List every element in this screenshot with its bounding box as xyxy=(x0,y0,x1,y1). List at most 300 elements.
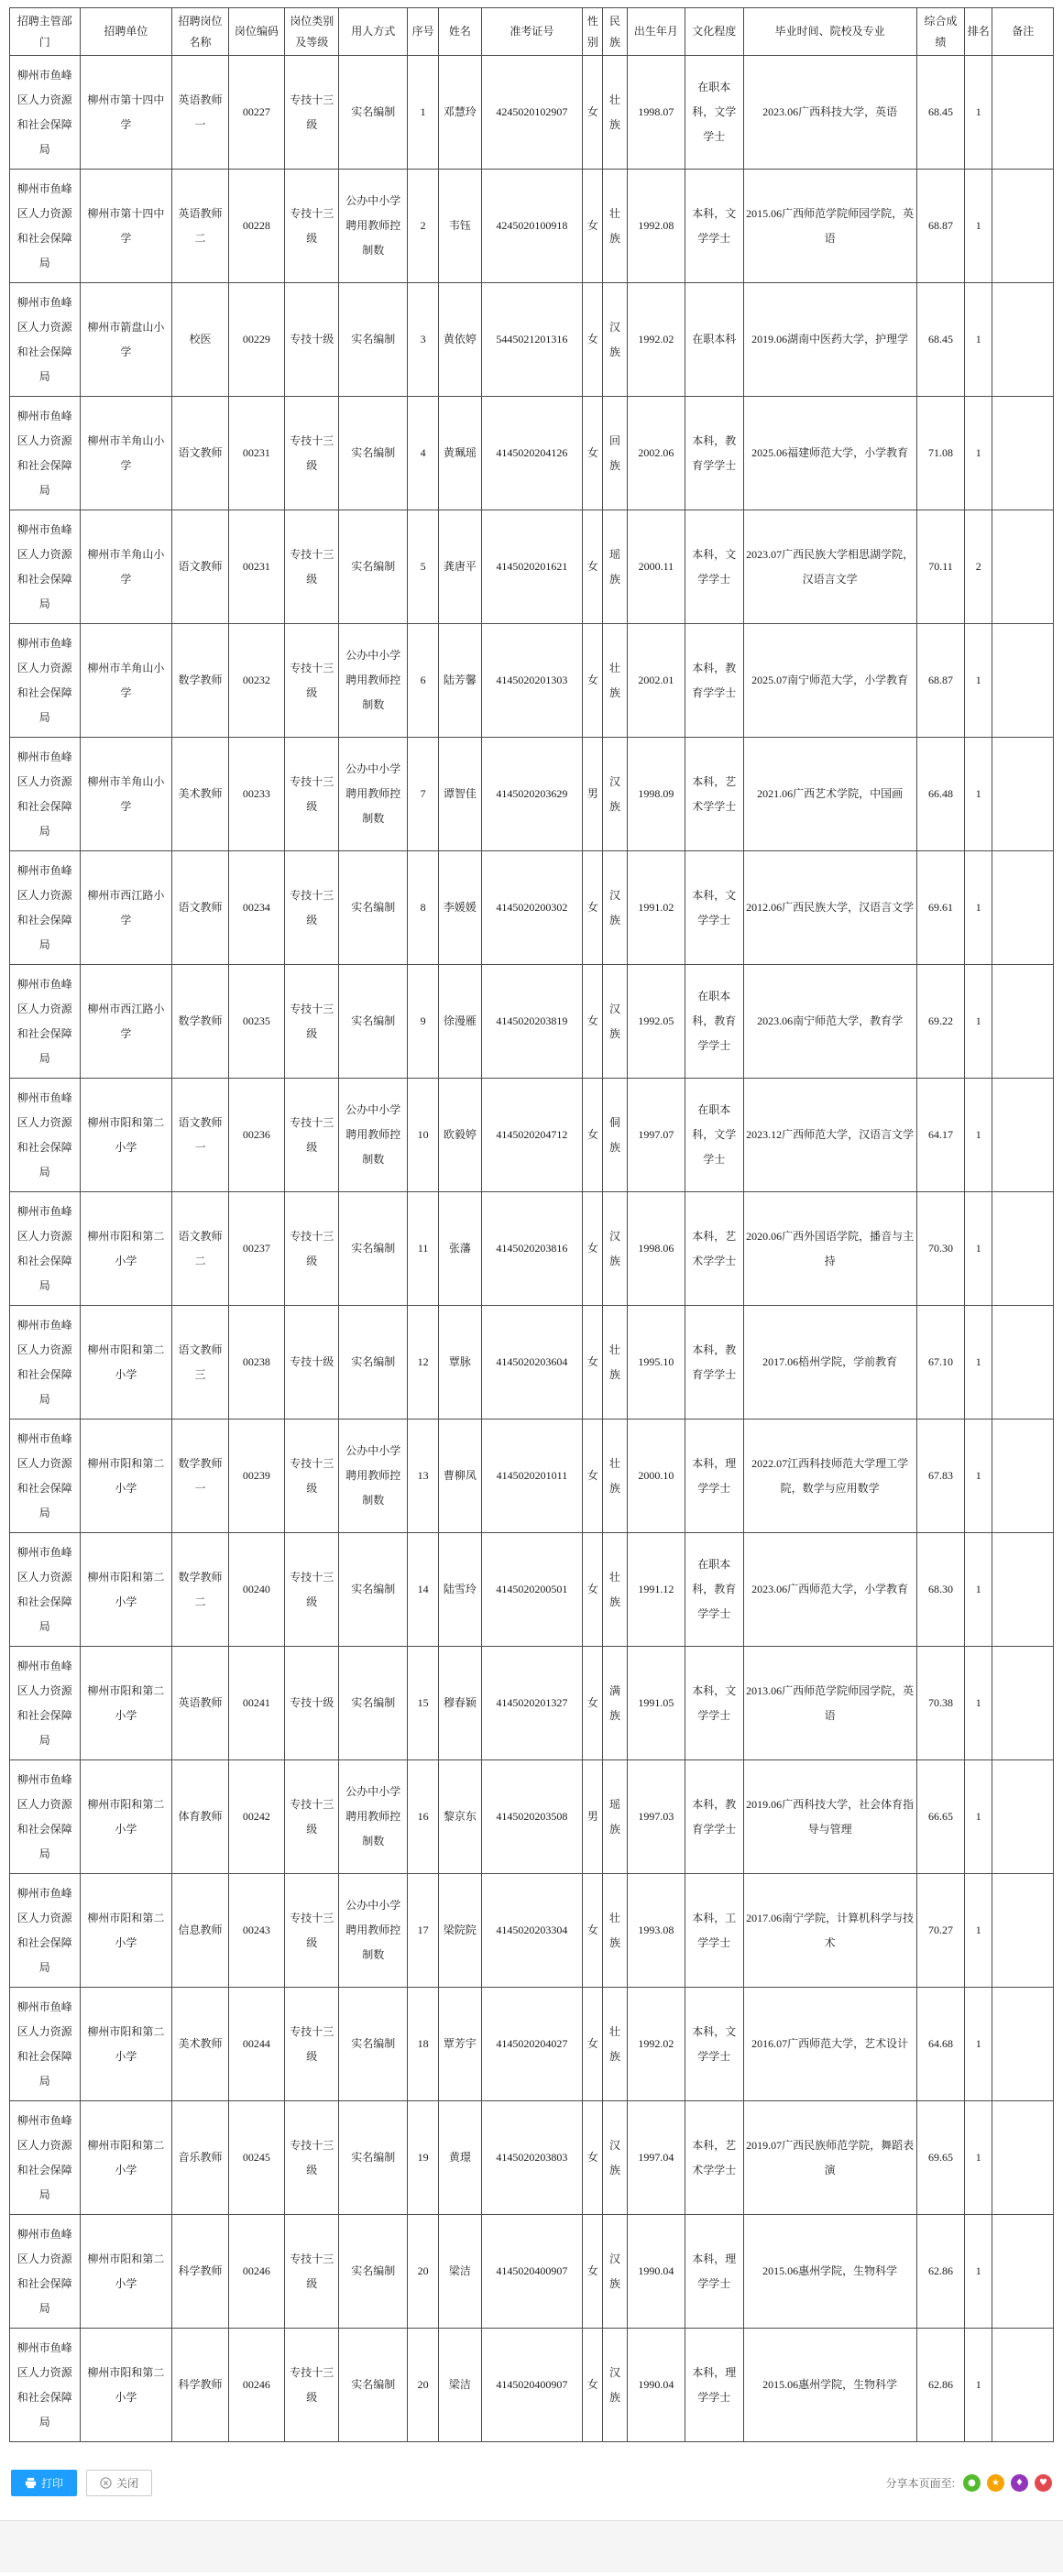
cell-category-level: 专技十三级 xyxy=(285,1533,339,1647)
cell-graduation: 2021.06广西艺术学院，中国画 xyxy=(743,738,916,851)
cell-score: 69.22 xyxy=(916,965,964,1079)
cell-name: 梁洁 xyxy=(439,2329,481,2442)
cell-rank: 1 xyxy=(965,1874,992,1988)
cell-position: 语文教师 xyxy=(172,397,228,510)
cell-birth-date: 1991.12 xyxy=(627,1533,685,1647)
cell-seq-no: 12 xyxy=(408,1306,439,1420)
cell-rank: 1 xyxy=(965,1306,992,1420)
cell-gender: 女 xyxy=(583,510,603,624)
cell-graduation: 2015.06惠州学院，生物科学 xyxy=(743,2215,916,2329)
table-body xyxy=(10,56,1054,2442)
cell-position: 美术教师 xyxy=(172,738,228,851)
cell-category-level: 专技十三级 xyxy=(285,56,339,170)
cell-birth-date: 2000.10 xyxy=(627,1420,685,1533)
cell-employment-type: 公办中小学聘用教师控制数 xyxy=(339,738,408,851)
cell-remark xyxy=(992,738,1054,851)
cell-employment-type: 公办中小学聘用教师控制数 xyxy=(339,1874,408,1988)
cell-seq-no: 18 xyxy=(408,1988,439,2101)
cell-employment-type: 实名编制 xyxy=(339,283,408,397)
cell-score: 70.30 xyxy=(916,1192,964,1306)
cell-ethnicity: 壮族 xyxy=(603,56,627,170)
cell-score: 62.86 xyxy=(916,2215,964,2329)
cell-department: 柳州市鱼峰区人力资源和社会保障局 xyxy=(10,1192,81,1306)
cell-rank: 1 xyxy=(965,1192,992,1306)
cell-gender: 女 xyxy=(583,2215,603,2329)
cell-name: 李媛媛 xyxy=(439,851,481,965)
cell-ethnicity: 壮族 xyxy=(603,1533,627,1647)
cell-position: 科学教师 xyxy=(172,2329,228,2442)
cell-employer: 柳州市阳和第二小学 xyxy=(80,1760,172,1874)
cell-birth-date: 1992.02 xyxy=(627,1988,685,2101)
printer-icon xyxy=(25,2477,37,2489)
cell-ethnicity: 满族 xyxy=(603,1647,627,1760)
footer-actions xyxy=(11,2470,152,2496)
cell-education: 本科，教育学学士 xyxy=(685,1760,743,1874)
cell-position-code: 00229 xyxy=(228,283,284,397)
cell-remark xyxy=(992,397,1054,510)
cell-name: 黄珮瑶 xyxy=(439,397,481,510)
cell-graduation: 2025.06福建师范大学，小学教育 xyxy=(743,397,916,510)
cell-department: 柳州市鱼峰区人力资源和社会保障局 xyxy=(10,510,81,624)
cell-position: 美术教师 xyxy=(172,1988,228,2101)
cell-ticket-no: 4145020203304 xyxy=(481,1874,583,1988)
cell-gender: 女 xyxy=(583,1192,603,1306)
cell-ethnicity: 汉族 xyxy=(603,2215,627,2329)
cell-seq-no: 8 xyxy=(408,851,439,965)
column-header: 序号 xyxy=(408,8,439,56)
cell-ticket-no: 4145020204027 xyxy=(481,1988,583,2101)
cell-graduation: 2023.06广西师范大学，小学教育 xyxy=(743,1533,916,1647)
cell-category-level: 专技十三级 xyxy=(285,1988,339,2101)
share-icon[interactable]: ♥ xyxy=(1035,2474,1052,2492)
column-header: 招聘单位 xyxy=(80,8,172,56)
cell-name: 覃脉 xyxy=(439,1306,481,1420)
cell-gender: 女 xyxy=(583,1533,603,1647)
cell-employment-type: 实名编制 xyxy=(339,851,408,965)
cell-employer: 柳州市西江路小学 xyxy=(80,851,172,965)
cell-position: 语文教师二 xyxy=(172,1192,228,1306)
cell-score: 69.61 xyxy=(916,851,964,965)
cell-rank: 1 xyxy=(965,1760,992,1874)
cell-ticket-no: 4145020200501 xyxy=(481,1533,583,1647)
cell-rank: 1 xyxy=(965,283,992,397)
cell-position-code: 00233 xyxy=(228,738,284,851)
cell-employer: 柳州市阳和第二小学 xyxy=(80,1533,172,1647)
cell-position: 语文教师 xyxy=(172,510,228,624)
cell-rank: 1 xyxy=(965,965,992,1079)
share-icon[interactable]: ★ xyxy=(987,2474,1004,2492)
cell-birth-date: 2000.11 xyxy=(627,510,685,624)
cell-gender: 女 xyxy=(583,1647,603,1760)
table-row xyxy=(10,738,1054,851)
cell-department: 柳州市鱼峰区人力资源和社会保障局 xyxy=(10,56,81,170)
cell-name: 欧毅婷 xyxy=(439,1079,481,1192)
cell-education: 本科，文学学士 xyxy=(685,170,743,283)
table-row xyxy=(10,2101,1054,2215)
cell-ticket-no: 4145020203803 xyxy=(481,2101,583,2215)
table-row xyxy=(10,397,1054,510)
cell-ticket-no: 4145020203629 xyxy=(481,738,583,851)
cell-score: 69.65 xyxy=(916,2101,964,2215)
cell-department: 柳州市鱼峰区人力资源和社会保障局 xyxy=(10,2329,81,2442)
cell-department: 柳州市鱼峰区人力资源和社会保障局 xyxy=(10,170,81,283)
cell-education: 本科，教育学学士 xyxy=(685,397,743,510)
cell-ethnicity: 汉族 xyxy=(603,851,627,965)
cell-rank: 1 xyxy=(965,738,992,851)
cell-remark xyxy=(992,965,1054,1079)
close-button[interactable] xyxy=(86,2470,152,2496)
cell-rank: 1 xyxy=(965,170,992,283)
cell-position-code: 00234 xyxy=(228,851,284,965)
cell-education: 本科，理学学士 xyxy=(685,2215,743,2329)
cell-remark xyxy=(992,170,1054,283)
cell-education: 本科，艺术学学士 xyxy=(685,2101,743,2215)
cell-education: 在职本科，教育学学士 xyxy=(685,1533,743,1647)
cell-education: 本科，文学学士 xyxy=(685,851,743,965)
cell-category-level: 专技十三级 xyxy=(285,170,339,283)
table-row xyxy=(10,1988,1054,2101)
cell-name: 梁洁 xyxy=(439,2215,481,2329)
cell-category-level: 专技十三级 xyxy=(285,1420,339,1533)
cell-birth-date: 1991.02 xyxy=(627,851,685,965)
cell-position-code: 00231 xyxy=(228,397,284,510)
share-bar xyxy=(886,2474,1052,2492)
cell-name: 韦钰 xyxy=(439,170,481,283)
cell-category-level: 专技十级 xyxy=(285,1647,339,1760)
table-row xyxy=(10,851,1054,965)
share-icon[interactable]: ♦ xyxy=(1011,2474,1028,2492)
column-header: 岗位编码 xyxy=(228,8,284,56)
cell-remark xyxy=(992,283,1054,397)
cell-birth-date: 1992.08 xyxy=(627,170,685,283)
cell-remark xyxy=(992,2215,1054,2329)
cell-gender: 女 xyxy=(583,2329,603,2442)
cell-employment-type: 实名编制 xyxy=(339,510,408,624)
cell-category-level: 专技十级 xyxy=(285,1306,339,1420)
cell-ticket-no: 5445021201316 xyxy=(481,283,583,397)
cell-education: 本科，文学学士 xyxy=(685,1988,743,2101)
cell-rank: 1 xyxy=(965,56,992,170)
cell-gender: 女 xyxy=(583,1988,603,2101)
cell-name: 龚唐平 xyxy=(439,510,481,624)
cell-gender: 女 xyxy=(583,283,603,397)
cell-ethnicity: 汉族 xyxy=(603,2101,627,2215)
cell-position-code: 00236 xyxy=(228,1079,284,1192)
cell-department: 柳州市鱼峰区人力资源和社会保障局 xyxy=(10,965,81,1079)
column-header: 排名 xyxy=(965,8,992,56)
cell-remark xyxy=(992,624,1054,738)
cell-employer: 柳州市阳和第二小学 xyxy=(80,1647,172,1760)
column-header: 招聘岗位名称 xyxy=(172,8,228,56)
cell-seq-no: 7 xyxy=(408,738,439,851)
column-header: 性别 xyxy=(583,8,603,56)
cell-employer: 柳州市阳和第二小学 xyxy=(80,1192,172,1306)
cell-ticket-no: 4145020203819 xyxy=(481,965,583,1079)
cell-seq-no: 5 xyxy=(408,510,439,624)
cell-position-code: 00238 xyxy=(228,1306,284,1420)
cell-position-code: 00244 xyxy=(228,1988,284,2101)
cell-education: 本科，教育学学士 xyxy=(685,1306,743,1420)
cell-graduation: 2023.06南宁师范大学，教育学 xyxy=(743,965,916,1079)
cell-birth-date: 1993.08 xyxy=(627,1874,685,1988)
cell-position: 数学教师二 xyxy=(172,1533,228,1647)
cell-position-code: 00240 xyxy=(228,1533,284,1647)
cell-ticket-no: 4145020204712 xyxy=(481,1079,583,1192)
column-header: 民族 xyxy=(603,8,627,56)
cell-employer: 柳州市阳和第二小学 xyxy=(80,2101,172,2215)
cell-employment-type: 实名编制 xyxy=(339,1306,408,1420)
cell-ethnicity: 汉族 xyxy=(603,283,627,397)
cell-ticket-no: 4145020203816 xyxy=(481,1192,583,1306)
cell-category-level: 专技十三级 xyxy=(285,1874,339,1988)
cell-employer: 柳州市羊角山小学 xyxy=(80,510,172,624)
cell-category-level: 专技十三级 xyxy=(285,1760,339,1874)
cell-department: 柳州市鱼峰区人力资源和社会保障局 xyxy=(10,1079,81,1192)
cell-remark xyxy=(992,1874,1054,1988)
cell-name: 陆雪玲 xyxy=(439,1533,481,1647)
cell-position-code: 00239 xyxy=(228,1420,284,1533)
cell-graduation: 2023.12广西师范大学，汉语言文学 xyxy=(743,1079,916,1192)
cell-rank: 1 xyxy=(965,2329,992,2442)
cell-rank: 1 xyxy=(965,1420,992,1533)
cell-remark xyxy=(992,2329,1054,2442)
cell-score: 67.10 xyxy=(916,1306,964,1420)
cell-position-code: 00243 xyxy=(228,1874,284,1988)
cell-remark xyxy=(992,1306,1054,1420)
cell-birth-date: 1991.05 xyxy=(627,1647,685,1760)
cell-graduation: 2016.07广西师范大学，艺术设计 xyxy=(743,1988,916,2101)
cell-category-level: 专技十级 xyxy=(285,283,339,397)
cell-employer: 柳州市箭盘山小学 xyxy=(80,283,172,397)
cell-name: 梁院院 xyxy=(439,1874,481,1988)
cell-category-level: 专技十三级 xyxy=(285,2215,339,2329)
cell-score: 64.17 xyxy=(916,1079,964,1192)
cell-position-code: 00235 xyxy=(228,965,284,1079)
cell-gender: 女 xyxy=(583,2101,603,2215)
page-bottom-strip xyxy=(0,2520,1063,2572)
cell-name: 黄璟 xyxy=(439,2101,481,2215)
cell-remark xyxy=(992,2101,1054,2215)
cell-education: 在职本科，教育学学士 xyxy=(685,965,743,1079)
cell-employment-type: 实名编制 xyxy=(339,1192,408,1306)
cell-position: 英语教师一 xyxy=(172,56,228,170)
cell-gender: 女 xyxy=(583,1420,603,1533)
print-button[interactable] xyxy=(11,2470,77,2496)
cell-score: 67.83 xyxy=(916,1420,964,1533)
cell-seq-no: 17 xyxy=(408,1874,439,1988)
cell-position: 音乐教师 xyxy=(172,2101,228,2215)
cell-position: 科学教师 xyxy=(172,2215,228,2329)
cell-birth-date: 1997.03 xyxy=(627,1760,685,1874)
cell-ticket-no: 4145020201011 xyxy=(481,1420,583,1533)
cell-position-code: 00242 xyxy=(228,1760,284,1874)
cell-seq-no: 10 xyxy=(408,1079,439,1192)
cell-score: 68.30 xyxy=(916,1533,964,1647)
cell-rank: 2 xyxy=(965,510,992,624)
table-header xyxy=(10,8,1054,56)
cell-birth-date: 2002.06 xyxy=(627,397,685,510)
cell-education: 本科，艺术学学士 xyxy=(685,738,743,851)
table-row xyxy=(10,1533,1054,1647)
cell-graduation: 2019.06广西科技大学，社会体育指导与管理 xyxy=(743,1760,916,1874)
cell-seq-no: 3 xyxy=(408,283,439,397)
cell-birth-date: 2002.01 xyxy=(627,624,685,738)
cell-employer: 柳州市羊角山小学 xyxy=(80,738,172,851)
cell-graduation: 2015.06广西师范学院师园学院，英语 xyxy=(743,170,916,283)
cell-education: 在职本科，文学学士 xyxy=(685,56,743,170)
table-row xyxy=(10,1760,1054,1874)
cell-education: 本科，文学学士 xyxy=(685,510,743,624)
cell-department: 柳州市鱼峰区人力资源和社会保障局 xyxy=(10,624,81,738)
cell-graduation: 2025.07南宁师范大学，小学教育 xyxy=(743,624,916,738)
cell-graduation: 2019.07广西民族师范学院，舞蹈表演 xyxy=(743,2101,916,2215)
cell-position: 英语教师 xyxy=(172,1647,228,1760)
table-row xyxy=(10,2329,1054,2442)
cell-name: 穆春颖 xyxy=(439,1647,481,1760)
cell-score: 68.45 xyxy=(916,283,964,397)
cell-education: 本科，文学学士 xyxy=(685,1647,743,1760)
cell-education: 本科，教育学学士 xyxy=(685,624,743,738)
cell-birth-date: 1998.06 xyxy=(627,1192,685,1306)
cell-department: 柳州市鱼峰区人力资源和社会保障局 xyxy=(10,738,81,851)
share-icon[interactable]: ● xyxy=(963,2474,981,2492)
cell-position: 语文教师三 xyxy=(172,1306,228,1420)
cell-category-level: 专技十三级 xyxy=(285,2101,339,2215)
cell-position: 信息教师 xyxy=(172,1874,228,1988)
cell-position-code: 00245 xyxy=(228,2101,284,2215)
cell-department: 柳州市鱼峰区人力资源和社会保障局 xyxy=(10,1420,81,1533)
cell-rank: 1 xyxy=(965,397,992,510)
cell-department: 柳州市鱼峰区人力资源和社会保障局 xyxy=(10,1988,81,2101)
cell-ticket-no: 4145020201327 xyxy=(481,1647,583,1760)
cell-employment-type: 实名编制 xyxy=(339,56,408,170)
cell-position: 语文教师 xyxy=(172,851,228,965)
cell-score: 66.65 xyxy=(916,1760,964,1874)
cell-category-level: 专技十三级 xyxy=(285,2329,339,2442)
cell-seq-no: 19 xyxy=(408,2101,439,2215)
cell-score: 62.86 xyxy=(916,2329,964,2442)
cell-employment-type: 公办中小学聘用教师控制数 xyxy=(339,1760,408,1874)
cell-birth-date: 1995.10 xyxy=(627,1306,685,1420)
cell-name: 黄依婷 xyxy=(439,283,481,397)
column-header: 用人方式 xyxy=(339,8,408,56)
cell-graduation: 2013.06广西师范学院师园学院，英语 xyxy=(743,1647,916,1760)
cell-education: 本科，工学学士 xyxy=(685,1874,743,1988)
cell-position-code: 00227 xyxy=(228,56,284,170)
cell-score: 68.87 xyxy=(916,624,964,738)
cell-category-level: 专技十三级 xyxy=(285,397,339,510)
cell-department: 柳州市鱼峰区人力资源和社会保障局 xyxy=(10,397,81,510)
cell-employer: 柳州市西江路小学 xyxy=(80,965,172,1079)
cell-employment-type: 实名编制 xyxy=(339,965,408,1079)
cell-education: 本科，理学学士 xyxy=(685,2329,743,2442)
table-row xyxy=(10,170,1054,283)
cell-employment-type: 公办中小学聘用教师控制数 xyxy=(339,624,408,738)
cell-ethnicity: 壮族 xyxy=(603,624,627,738)
cell-remark xyxy=(992,510,1054,624)
cell-position-code: 00241 xyxy=(228,1647,284,1760)
cell-ticket-no: 4245020100918 xyxy=(481,170,583,283)
recruitment-score-table xyxy=(9,7,1054,2442)
cell-position: 数学教师 xyxy=(172,624,228,738)
header-row xyxy=(10,8,1054,56)
cell-ticket-no: 4145020204126 xyxy=(481,397,583,510)
cell-seq-no: 20 xyxy=(408,2215,439,2329)
cell-employer: 柳州市阳和第二小学 xyxy=(80,1874,172,1988)
table-row xyxy=(10,283,1054,397)
cell-category-level: 专技十三级 xyxy=(285,1079,339,1192)
cell-category-level: 专技十三级 xyxy=(285,965,339,1079)
cell-position-code: 00246 xyxy=(228,2215,284,2329)
cell-seq-no: 4 xyxy=(408,397,439,510)
cell-ticket-no: 4145020203604 xyxy=(481,1306,583,1420)
cell-category-level: 专技十三级 xyxy=(285,624,339,738)
cell-position: 体育教师 xyxy=(172,1760,228,1874)
cell-gender: 女 xyxy=(583,851,603,965)
cell-category-level: 专技十三级 xyxy=(285,1192,339,1306)
cell-employer: 柳州市阳和第二小学 xyxy=(80,1420,172,1533)
table-row xyxy=(10,1306,1054,1420)
cell-score: 68.45 xyxy=(916,56,964,170)
cell-score: 64.68 xyxy=(916,1988,964,2101)
cell-employment-type: 公办中小学聘用教师控制数 xyxy=(339,1420,408,1533)
cell-remark xyxy=(992,1988,1054,2101)
print-button-label: 打印 xyxy=(41,2476,64,2490)
cell-employment-type: 实名编制 xyxy=(339,1533,408,1647)
cell-position: 数学教师一 xyxy=(172,1420,228,1533)
table-row xyxy=(10,1192,1054,1306)
cell-ethnicity: 壮族 xyxy=(603,1306,627,1420)
cell-employment-type: 实名编制 xyxy=(339,1647,408,1760)
cell-remark xyxy=(992,1533,1054,1647)
cell-gender: 女 xyxy=(583,170,603,283)
cell-employment-type: 实名编制 xyxy=(339,2101,408,2215)
cell-gender: 男 xyxy=(583,1760,603,1874)
cell-ethnicity: 壮族 xyxy=(603,1988,627,2101)
cell-remark xyxy=(992,851,1054,965)
cell-graduation: 2023.06广西科技大学，英语 xyxy=(743,56,916,170)
page-footer xyxy=(0,2470,1063,2496)
cell-gender: 女 xyxy=(583,1874,603,1988)
cell-gender: 女 xyxy=(583,965,603,1079)
cell-ticket-no: 4145020201621 xyxy=(481,510,583,624)
cell-position: 校医 xyxy=(172,283,228,397)
cell-score: 70.27 xyxy=(916,1874,964,1988)
cell-birth-date: 1992.05 xyxy=(627,965,685,1079)
cell-gender: 女 xyxy=(583,397,603,510)
cell-gender: 女 xyxy=(583,56,603,170)
table-row xyxy=(10,1874,1054,1988)
cell-position: 英语教师二 xyxy=(172,170,228,283)
cell-remark xyxy=(992,1420,1054,1533)
share-icons xyxy=(963,2474,1052,2492)
cell-ethnicity: 瑶族 xyxy=(603,1760,627,1874)
cell-name: 覃芳宇 xyxy=(439,1988,481,2101)
cell-ethnicity: 汉族 xyxy=(603,2329,627,2442)
column-header: 招聘主管部门 xyxy=(10,8,81,56)
cell-department: 柳州市鱼峰区人力资源和社会保障局 xyxy=(10,283,81,397)
cell-score: 68.87 xyxy=(916,170,964,283)
cell-department: 柳州市鱼峰区人力资源和社会保障局 xyxy=(10,1533,81,1647)
cell-category-level: 专技十三级 xyxy=(285,851,339,965)
cell-rank: 1 xyxy=(965,624,992,738)
column-header: 出生年月 xyxy=(627,8,685,56)
cell-department: 柳州市鱼峰区人力资源和社会保障局 xyxy=(10,1874,81,1988)
cell-seq-no: 11 xyxy=(408,1192,439,1306)
cell-seq-no: 9 xyxy=(408,965,439,1079)
column-header: 毕业时间、院校及专业 xyxy=(743,8,916,56)
cell-department: 柳州市鱼峰区人力资源和社会保障局 xyxy=(10,1306,81,1420)
